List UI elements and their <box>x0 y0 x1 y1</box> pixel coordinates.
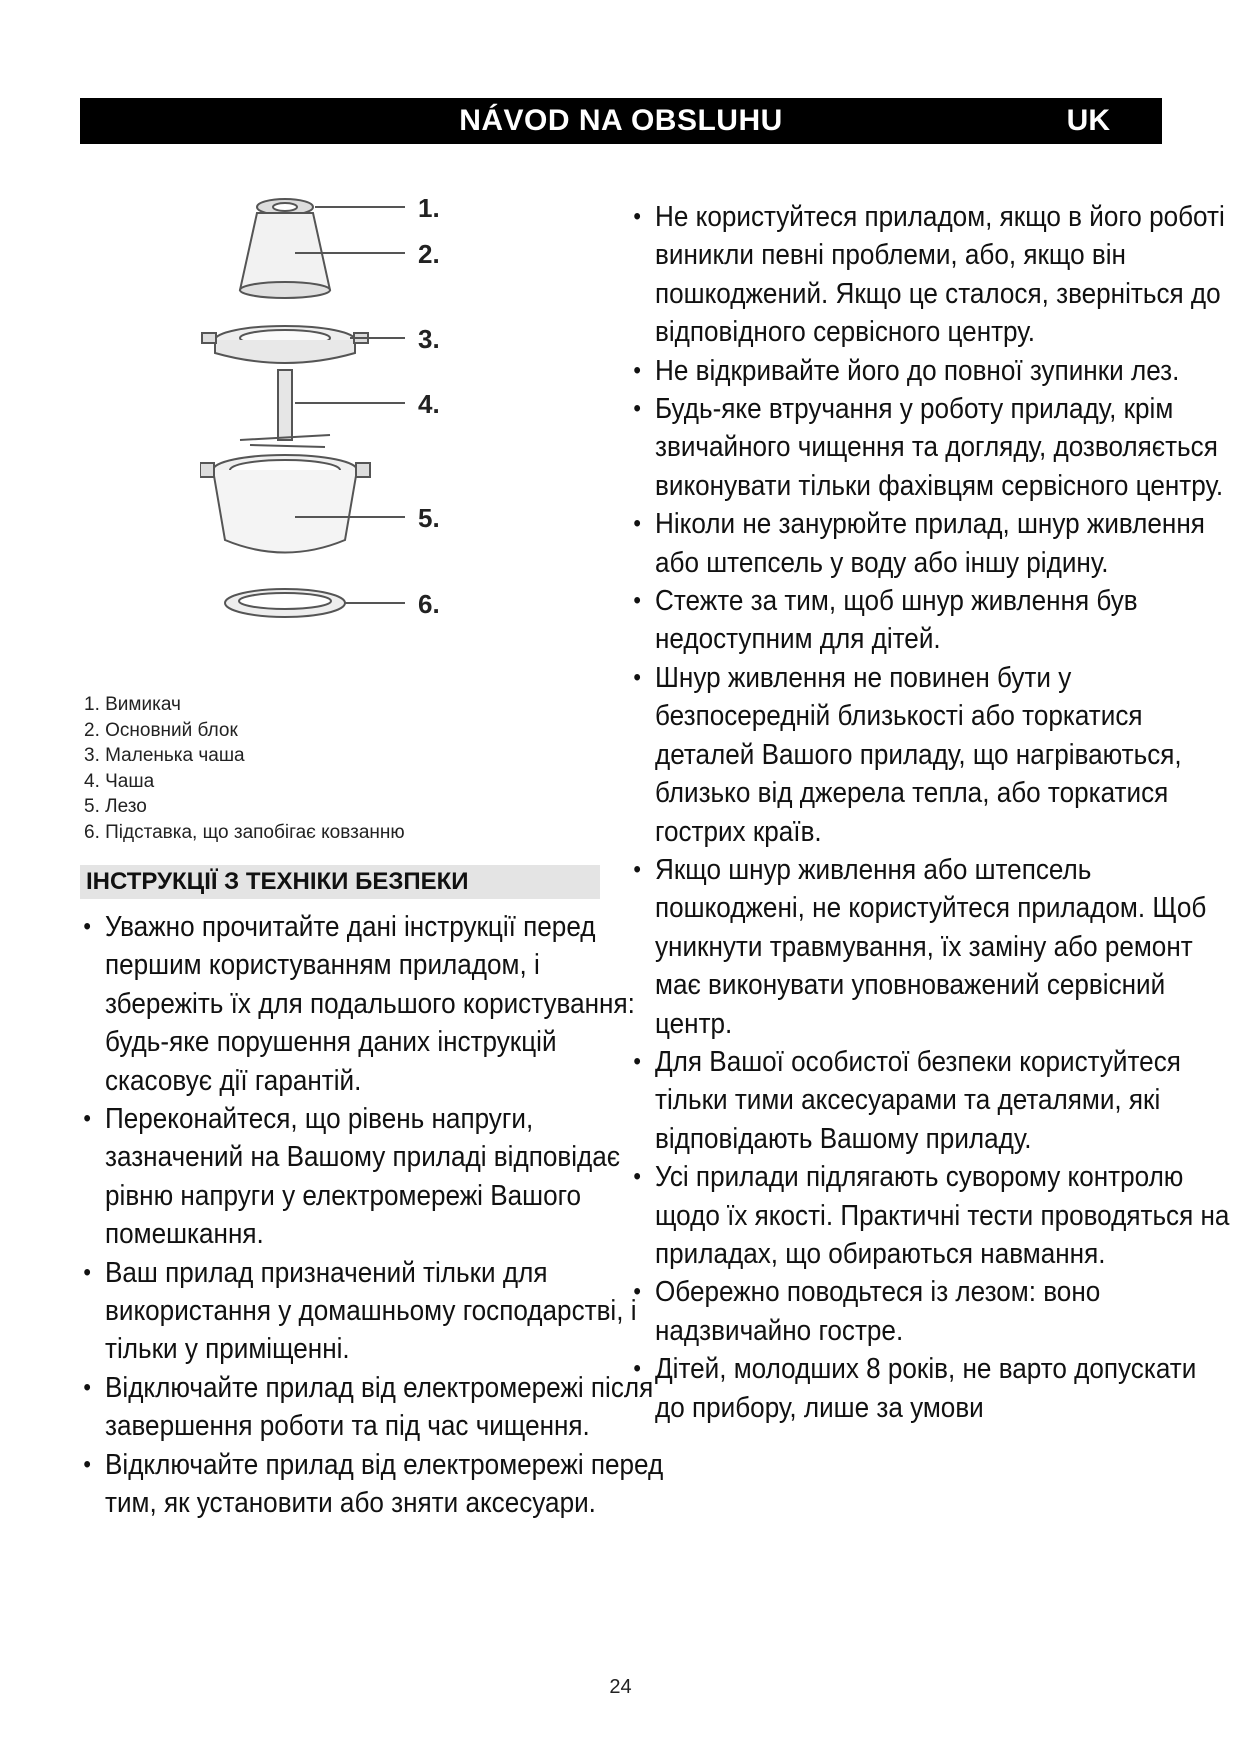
diagram-part-bowl <box>200 455 370 553</box>
safety-item: • Дітей, молодших 8 років, не варто допускати до прибору, лише за умови <box>628 1350 1229 1427</box>
legend-item: 5. Лезо <box>84 796 147 817</box>
safety-item: • Будь-яке втручання у роботу приладу, крім звичайного чищення та догляду, дозволяється виконувати тільки фахівцям сервісного центру. <box>628 390 1229 505</box>
safety-item: • Відключайте прилад від електромережі перед тим, як установити або зняти аксесуари. <box>78 1446 664 1523</box>
legend-item: 2. Основний блок <box>84 719 238 741</box>
safety-item: • Переконайтеся, що рівень напруги, зазначений на Вашому приладі відповідає рівню напруги у електромережі Вашого помешкання. <box>78 1100 664 1254</box>
product-diagram <box>200 195 480 695</box>
diagram-part-base <box>225 589 345 617</box>
safety-item: • Не користуйтеся приладом, якщо в його роботі виникли певні проблеми, або, якщо він пошкоджений. Якщо це сталося, зверніться до відповідного сервісного центру. <box>628 198 1229 352</box>
safety-item: • Для Вашої особистої безпеки користуйтеся тільки тими аксесуарами та деталями, які відповідають Вашому приладу. <box>628 1043 1229 1158</box>
diagram-label-3: 3. <box>418 324 440 354</box>
diagram-part-motor-unit <box>240 213 330 298</box>
diagram-label-6: 6. <box>418 589 440 619</box>
legend-item: 3. Маленька чаша <box>84 745 245 766</box>
safety-heading <box>80 865 600 899</box>
diagram-label-5: 5. <box>418 503 440 533</box>
diagram-label-4: 4. <box>418 389 440 419</box>
header-bar <box>80 98 1162 144</box>
safety-item: • Не відкривайте його до повної зупинки лез. <box>628 352 1229 390</box>
safety-item: • Усі прилади підлягають суворому контролю щодо їх якості. Практичні тести проводяться на приладах, що обираються навмання. <box>628 1158 1229 1273</box>
safety-item: • Шнур живлення не повинен бути у безпосередній близькості або торкатися деталей Вашого приладу, що нагріваються, близько від джерела тепла, або торкатися гострих країв. <box>628 659 1229 851</box>
diagram-part-blade <box>240 370 330 447</box>
safety-item: • Стежте за тим, щоб шнур живлення був недоступним для дітей. <box>628 582 1229 659</box>
diagram-label-2: 2. <box>418 239 440 269</box>
document-title: NÁVOD NA OBSLUHU <box>459 104 783 137</box>
safety-item: • Обережно поводьтеся із лезом: воно надзвичайно гостре. <box>628 1273 1229 1350</box>
language-code: UK <box>1066 104 1110 137</box>
safety-item: • Уважно прочитайте дані інструкції перед першим користуванням приладом, і збережіть їх для подальшого користування: будь-яке порушення даних інструкцій скасовує дії гарантій. <box>78 908 664 1100</box>
legend-item: 6. Підставка, що запобігає ковзанню <box>84 821 405 843</box>
safety-list-right <box>628 198 1230 1427</box>
safety-item: • Відключайте прилад від електромережі після завершення роботи та під час чищення. <box>78 1369 664 1446</box>
parts-legend <box>84 692 405 845</box>
safety-list-left <box>78 908 664 1523</box>
legend-item: 1. Вимикач <box>84 694 181 715</box>
safety-heading-text: ІНСТРУКЦІЇ З ТЕХНІКИ БЕЗПЕКИ <box>86 868 469 895</box>
legend-item: 4. Чаша <box>84 770 155 792</box>
safety-item: • Якщо шнур живлення або штепсель пошкоджені, не користуйтеся приладом. Щоб уникнути травмування, їх заміну або ремонт має виконувати уповноважений сервісний центр. <box>628 851 1229 1043</box>
page-number: 24 <box>609 1676 632 1698</box>
diagram-part-lid <box>202 326 368 363</box>
safety-item: • Ваш прилад призначений тільки для використання у домашньому господарстві, і тільки у приміщенні. <box>78 1254 664 1369</box>
diagram-label-1: 1. <box>418 195 440 223</box>
safety-item: • Ніколи не занурюйте прилад, шнур живлення або штепсель у воду або іншу рідину. <box>628 505 1229 582</box>
